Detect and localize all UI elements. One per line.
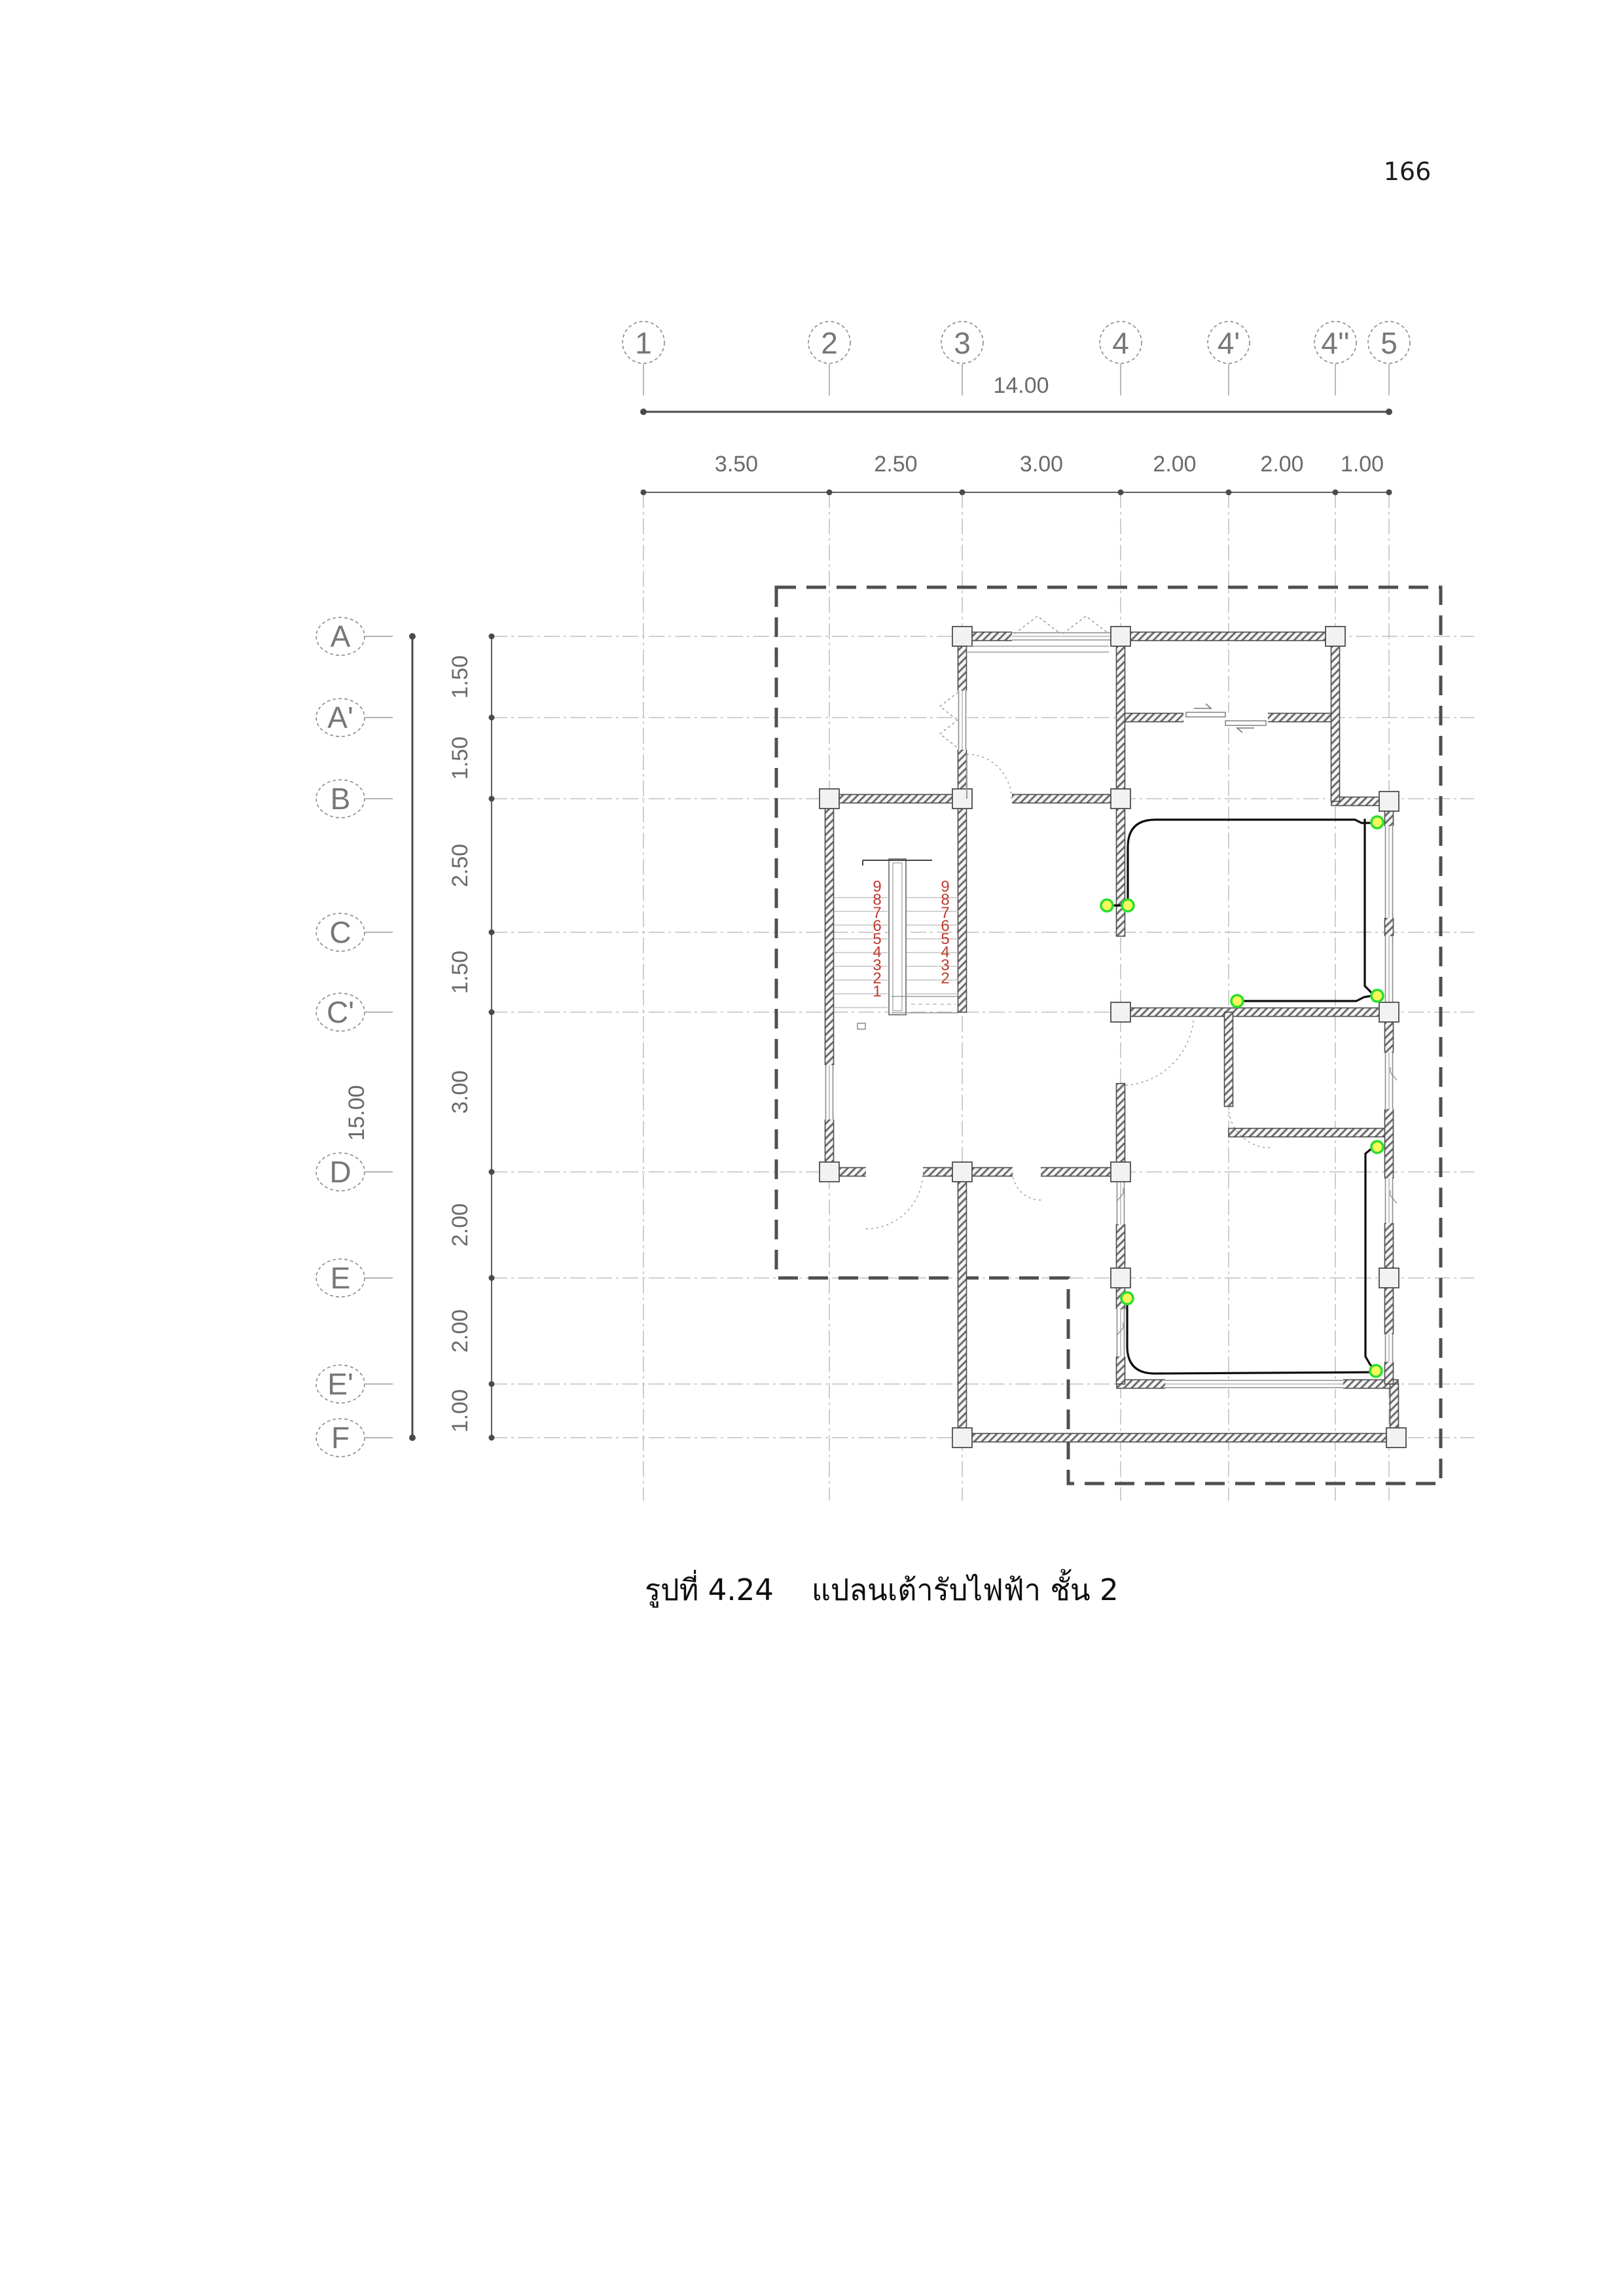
receptacle-outlet-icon — [1231, 995, 1243, 1007]
column-bubble-label: 4' — [1217, 326, 1240, 360]
receptacle-outlet-icon — [1371, 990, 1383, 1002]
row-bubble-label: E — [330, 1261, 351, 1295]
receptacle-outlet-icon — [1370, 1365, 1382, 1377]
dimension-tick — [641, 490, 647, 496]
receptacle-outlet-icon — [1101, 900, 1113, 911]
column-post — [1379, 1002, 1399, 1022]
door-swing-arc — [1229, 1106, 1270, 1148]
dimension-tick — [1333, 490, 1339, 496]
row-bubble-label: F — [331, 1421, 350, 1455]
stair-riser-number: 8 — [873, 891, 882, 909]
dimension-tick — [489, 1169, 495, 1175]
row-bubble-label: A' — [327, 701, 353, 735]
dimension-tick — [1386, 409, 1392, 415]
dim-overall-vertical: 15.00 — [344, 1085, 369, 1141]
stair-riser-number: 1 — [873, 983, 882, 1000]
column-post — [820, 789, 839, 809]
row-bubble-label: E' — [327, 1367, 353, 1401]
row-bubble-label: B — [330, 782, 351, 816]
dim-segment-horizontal: 2.00 — [1260, 452, 1304, 477]
dim-segment-vertical: 1.50 — [448, 736, 473, 780]
wall-row-C-prime — [1117, 1008, 1393, 1017]
column-bubble-label: 3 — [954, 326, 971, 360]
stair-riser-number: 5 — [873, 930, 882, 948]
stair-riser-number: 7 — [873, 904, 882, 922]
dim-segment-vertical: 1.00 — [448, 1389, 473, 1433]
dimension-tick — [409, 1434, 416, 1441]
casement-icon — [1015, 616, 1060, 634]
dimension-tick — [827, 490, 833, 496]
dimension-tick — [489, 1010, 495, 1015]
figure-caption-label: รูปที่ 4.24 — [645, 1573, 774, 1607]
door-swing-arc — [866, 1172, 923, 1229]
column-post — [820, 1162, 839, 1182]
column-post — [952, 789, 972, 809]
column-post — [952, 627, 972, 646]
dim-segment-vertical: 1.50 — [448, 950, 473, 994]
casement-icon — [940, 720, 958, 748]
wall-row-F — [958, 1434, 1401, 1442]
column-bubble-label: 4'' — [1321, 326, 1350, 360]
figure-caption — [645, 1566, 1119, 1613]
receptacle-outlet-icon — [1371, 816, 1383, 828]
casement-icon — [940, 692, 958, 721]
row-bubble-label: D — [329, 1155, 352, 1189]
walls — [825, 632, 1402, 1442]
column-bubble-label: 5 — [1380, 326, 1398, 360]
row-bubble-label: C' — [326, 995, 355, 1029]
column-post — [1111, 1268, 1130, 1288]
row-bubble-label: C — [329, 915, 352, 949]
stair-riser-number: 9 — [941, 878, 950, 896]
dimension-tick — [640, 409, 647, 415]
row-bubble-label: A — [330, 619, 351, 653]
dimension-tick — [489, 1381, 495, 1387]
wire-run — [1127, 1304, 1369, 1374]
stair-riser-number: 8 — [941, 891, 950, 909]
dim-segment-horizontal: 1.00 — [1340, 452, 1384, 477]
dim-segment-horizontal: 2.50 — [874, 452, 918, 477]
wall-col-4pp — [1331, 636, 1340, 801]
dimension-tick — [1118, 490, 1124, 496]
stair-riser-number: 4 — [941, 943, 950, 961]
dimension-tick — [489, 634, 495, 640]
column-post — [1326, 627, 1345, 646]
stair-riser-number: 5 — [941, 930, 950, 948]
receptacle-outlet-icon — [1121, 1292, 1133, 1304]
slide-arrow-icon — [1237, 728, 1254, 733]
door-opening — [967, 794, 1012, 804]
window-details — [940, 616, 1397, 1336]
dim-segment-horizontal: 2.00 — [1153, 452, 1197, 477]
dimension-tick — [489, 1275, 495, 1281]
dim-segment-horizontal: 3.50 — [714, 452, 759, 477]
column-post — [952, 1428, 972, 1448]
wall-bath-partition — [1225, 1012, 1233, 1106]
stair-riser-number: 6 — [941, 917, 950, 935]
doors — [866, 754, 1270, 1229]
door-swing-arc — [1121, 1012, 1194, 1085]
receptacle-outlet-icon — [1371, 1141, 1383, 1153]
dimension-tick — [489, 796, 495, 802]
stair-riser-number: 3 — [873, 957, 882, 974]
roof-outline-dashed — [776, 587, 1441, 1484]
dim-segment-vertical: 2.00 — [448, 1309, 473, 1353]
dim-overall-horizontal: 14.00 — [993, 373, 1049, 398]
door-opening — [1013, 1167, 1041, 1177]
outlets — [1101, 816, 1383, 1377]
stair-riser-number: 2 — [941, 970, 950, 987]
left-dimensions — [344, 633, 495, 1441]
stair-riser-number: 6 — [873, 917, 882, 935]
stair-riser-number: 9 — [873, 878, 882, 896]
column-bubble-label: 4 — [1112, 326, 1129, 360]
switch-symbol — [857, 1023, 865, 1029]
dim-segment-horizontal: 3.00 — [1019, 452, 1064, 477]
door-swing-arc — [967, 754, 1011, 799]
column-bubble-label: 1 — [635, 326, 652, 360]
wall-interior-bath — [1229, 1129, 1389, 1137]
dimension-tick — [1226, 490, 1232, 496]
column-post — [1111, 627, 1130, 646]
dimension-tick — [489, 930, 495, 936]
dim-segment-vertical: 1.50 — [448, 655, 473, 699]
wiring — [1112, 820, 1373, 1374]
slide-arrow-icon — [1194, 704, 1211, 708]
wall-col-3-lower — [958, 1172, 967, 1438]
column-post — [1111, 789, 1130, 809]
dim-segment-vertical: 3.00 — [448, 1070, 473, 1114]
stair-riser-number: 7 — [941, 904, 950, 922]
door-opening — [866, 1167, 923, 1177]
dim-segment-vertical: 2.00 — [448, 1203, 473, 1247]
column-post — [952, 1162, 972, 1182]
column-post — [1379, 792, 1399, 811]
column-post — [1379, 1268, 1399, 1288]
row-bubbles — [316, 617, 393, 1457]
staircase — [834, 859, 958, 1029]
wire-run — [1365, 1148, 1373, 1368]
dimension-tick — [1386, 490, 1392, 496]
page-number: 166 — [1383, 157, 1432, 186]
column-post — [1111, 1002, 1130, 1022]
dimension-tick — [409, 633, 416, 640]
dimension-tick — [489, 1435, 495, 1441]
receptacle-outlet-icon — [1122, 900, 1134, 911]
wall-col-4-upper — [1117, 636, 1125, 936]
dimension-tick — [960, 490, 965, 496]
casement-icon — [1063, 616, 1109, 634]
column-post — [1386, 1428, 1406, 1448]
stair-riser-number: 4 — [873, 943, 882, 961]
wire-run — [1365, 820, 1373, 994]
column-post — [1111, 1162, 1130, 1182]
wall-posts — [820, 627, 1406, 1448]
column-bubble-label: 2 — [821, 326, 838, 360]
stair-riser-number: 3 — [941, 957, 950, 974]
wire-run — [1242, 996, 1372, 1001]
dimension-tick — [489, 715, 495, 721]
stair-riser-number: 2 — [873, 970, 882, 987]
top-dimensions — [640, 373, 1392, 496]
figure-caption-title: แปลนเต้ารับไฟฟ้า ชั้น 2 — [811, 1573, 1119, 1607]
dim-segment-vertical: 2.50 — [448, 843, 473, 888]
stair-newel — [889, 859, 906, 1015]
